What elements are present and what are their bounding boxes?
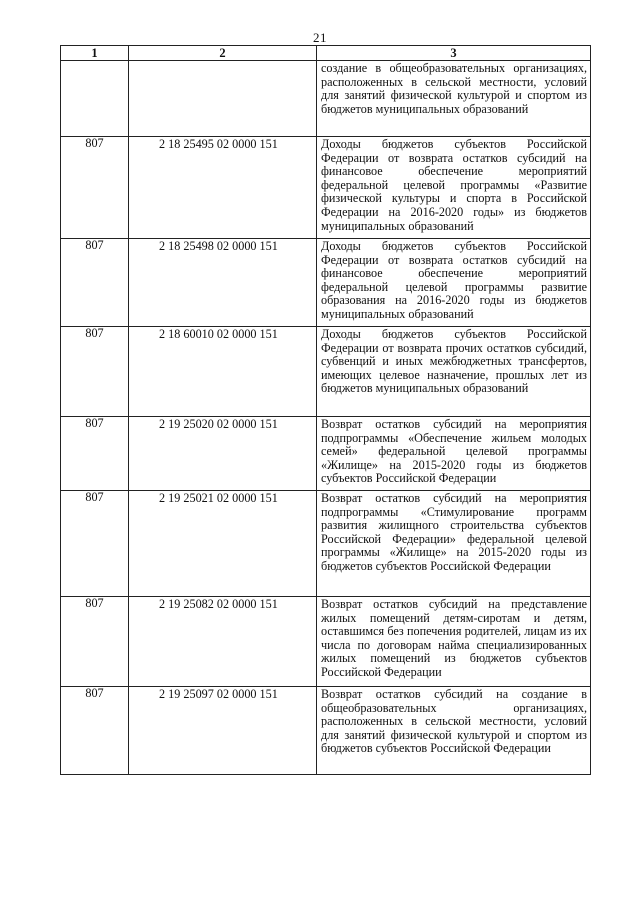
column-header-admin: 1	[61, 46, 129, 61]
table-row	[61, 327, 591, 417]
description-cell: Возврат остатков субсидий на мероприятия подпрограммы «Стимулирование программ развития жилищного строительства субъектов Российской Федерации» федеральной целевой программы «Жилище» на 2015-2020 годы из бюджетов субъектов Российской Федерации	[317, 491, 591, 597]
budget-code-cell: 2 19 25082 02 0000 151	[129, 597, 317, 687]
description-cell: Возврат остатков субсидий на создание в общеобразовательных организациях, расположенных в сельской местности, условий для занятий физической культурой и спортом из бюджетов субъектов Российской Федерации	[317, 687, 591, 775]
admin-code-cell: 807	[61, 687, 129, 775]
column-header-description: 3	[317, 46, 591, 61]
admin-code-cell: 807	[61, 239, 129, 327]
table-row	[61, 137, 591, 239]
budget-code-cell: 2 18 60010 02 0000 151	[129, 327, 317, 417]
description-cell: Возврат остатков субсидий на представление жилых помещений детям-сиротам и детям, оставшимся без попечения родителей, лицам из их числа по договорам найма специализированных жилых помещений из бюджетов субъектов Российской Федерации	[317, 597, 591, 687]
budget-code-cell: 2 19 25020 02 0000 151	[129, 417, 317, 491]
page-number: 21	[313, 30, 327, 45]
description-cell: Доходы бюджетов субъектов Российской Федерации от возврата прочих остатков субсидий, субвенций и иных межбюджетных трансфертов, имеющих целевое назначение, прошлых лет из бюджетов муниципальных образований	[317, 327, 591, 417]
budget-code-cell: 2 18 25495 02 0000 151	[129, 137, 317, 239]
admin-code-cell: 807	[61, 597, 129, 687]
table-row	[61, 239, 591, 327]
table-row	[61, 491, 591, 597]
description-cell: Возврат остатков субсидий на мероприятия подпрограммы «Обеспечение жильем молодых семей» федеральной целевой программы «Жилище» на 2015-2020 годы из бюджетов субъектов Российской Федерации	[317, 417, 591, 491]
budget-code-cell: 2 19 25097 02 0000 151	[129, 687, 317, 775]
description-cell: Доходы бюджетов субъектов Российской Федерации от возврата остатков субсидий на финансовое обеспечение мероприятий федеральной целевой программы «Развитие физической культуры и спорта в Российской Федерации на 2016-2020 годы» из бюджетов муниципальных образований	[317, 137, 591, 239]
budget-code-cell: 2 19 25021 02 0000 151	[129, 491, 317, 597]
budget-code-cell	[129, 61, 317, 137]
description-cell: Доходы бюджетов субъектов Российской Федерации от возврата остатков субсидий на финансовое обеспечение мероприятий федеральной целевой программы развитие образования на 2016-2020 годы из бюджетов муниципальных образований	[317, 239, 591, 327]
table-row	[61, 417, 591, 491]
table-header-row	[61, 46, 591, 61]
admin-code-cell: 807	[61, 417, 129, 491]
table-row	[61, 687, 591, 775]
admin-code-cell: 807	[61, 327, 129, 417]
table-row	[61, 597, 591, 687]
admin-code-cell: 807	[61, 491, 129, 597]
admin-code-cell	[61, 61, 129, 137]
description-cell: создание в общеобразовательных организациях, расположенных в сельской местности, условий для занятий физической культурой и спортом из бюджетов муниципальных образований	[317, 61, 591, 137]
table-row	[61, 61, 591, 137]
budget-code-table	[60, 45, 591, 775]
column-header-code: 2	[129, 46, 317, 61]
admin-code-cell: 807	[61, 137, 129, 239]
budget-code-cell: 2 18 25498 02 0000 151	[129, 239, 317, 327]
